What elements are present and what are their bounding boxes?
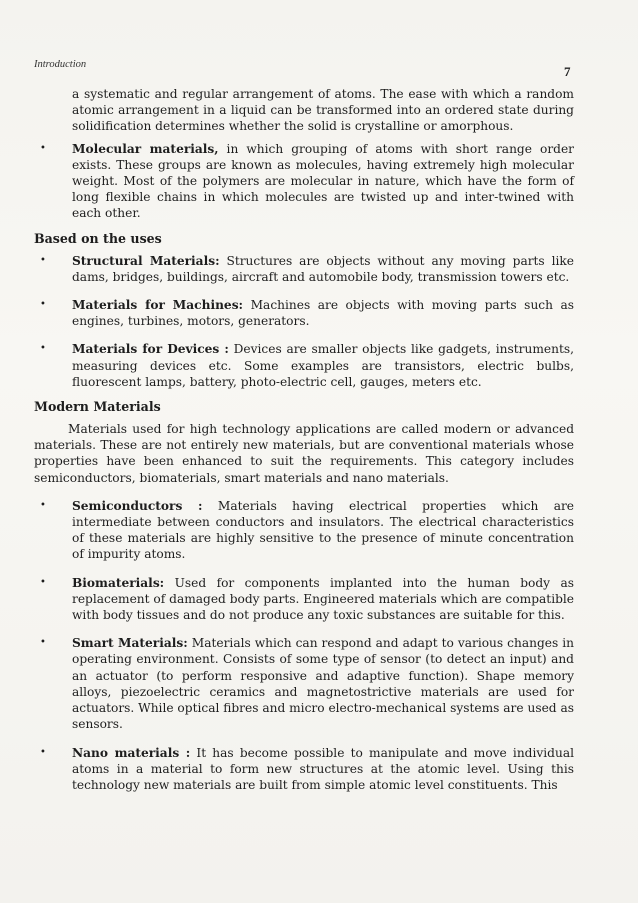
term-label: Semiconductors : <box>72 498 203 513</box>
section-heading-uses: Based on the uses <box>34 230 162 246</box>
term-label: Molecular materials, <box>72 141 219 156</box>
bullet-icon: • <box>40 299 46 311</box>
page-number: 7 <box>564 64 571 79</box>
bullet-icon: • <box>40 343 46 355</box>
list-item-devices <box>34 341 574 390</box>
list-item-nano-materials <box>34 745 574 794</box>
bullet-icon: • <box>40 746 46 758</box>
list-item-molecular <box>34 141 574 222</box>
list-item-structural <box>34 253 574 285</box>
list-item-body <box>72 341 574 390</box>
running-header: Introduction <box>34 59 87 70</box>
list-item-body <box>72 253 574 285</box>
bullet-icon: • <box>40 142 46 154</box>
term-description: Devices are smaller objects like gadgets, instruments, measuring devices etc. Some examples are transistors, electric bulbs, fluorescent lamps, battery, photo-electric cell, gauges, meters etc. <box>72 342 574 389</box>
term-label: Smart Materials: <box>72 636 188 651</box>
bullet-icon: • <box>40 637 46 649</box>
section-heading-modern: Modern Materials <box>34 399 161 415</box>
list-item-body <box>72 141 574 222</box>
term-description: Machines are objects with moving parts such as engines, turbines, motors, generators. <box>72 298 575 329</box>
bullet-icon: • <box>40 254 46 266</box>
intro-continuation: a systematic and regular arrangement of atoms. The ease with which a random atomic arrangement in a liquid can be transformed into an ordered state during solidification determines whether the solid is crystalline or amorphous. <box>72 87 574 134</box>
term-description: Used for components implanted into the human body as replacement of damaged body parts. Engineered materials which are compatible with body tissues and do not produce any toxic substances are suitable for this. <box>72 575 575 623</box>
term-label: Nano materials : <box>72 745 191 760</box>
term-description: Materials having electrical properties which are intermediate between conductors and insulators. The electrical characteristics of these materials are highly sensitive to the presence of minute concentration of impurity atoms. <box>72 498 575 562</box>
bullet-icon: • <box>40 576 46 588</box>
bullet-icon: • <box>40 499 46 511</box>
list-item-body <box>72 297 574 329</box>
list-item-biomaterials <box>34 575 574 624</box>
list-item-semiconductors <box>34 498 574 563</box>
term-description: Structures are objects without any moving parts like dams, bridges, buildings, aircraft and automobile body, transmission towers etc. <box>72 253 574 284</box>
list-item-smart-materials <box>34 635 574 732</box>
term-description: Materials which can respond and adapt to various changes in operating environment. Consists of some type of sensor (to detect an input) and an actuator (to perform responsive and adaptive function). Shape memory alloys, piezoelectric ceramics and magnetostrictive materials are used for actuators. While optical fibres and micro electro-mechanical systems are used as sensors. <box>72 636 574 732</box>
term-label: Structural Materials: <box>72 253 220 268</box>
modern-intro-paragraph: Materials used for high technology applications are called modern or advanced materials. These are not entirely new materials, but are conventional materials whose properties have been enhanced to suit the requirements. This category includes semiconductors, biomaterials, smart materials and nano materials. <box>34 422 574 485</box>
term-description: in which grouping of atoms with short range order exists. These groups are known as molecules, having extremely high molecular weight. Most of the polymers are molecular in nature, which have the form of long flexible chains in which molecules are twisted up and inter-twined with each other. <box>72 141 574 221</box>
term-label: Materials for Machines: <box>72 298 244 313</box>
page-body <box>34 86 574 793</box>
list-item-body <box>72 635 574 732</box>
list-item-body <box>72 745 574 794</box>
list-item-machines <box>34 297 574 329</box>
term-label: Materials for Devices : <box>72 342 229 357</box>
list-item-body <box>72 498 574 563</box>
term-label: Biomaterials: <box>72 575 165 590</box>
list-item-body <box>72 575 574 624</box>
term-description: It has become possible to manipulate and move individual atoms in a material to form new structures at the atomic level. Using this technology new materials are built from simple atomic level constituents. This <box>72 745 574 792</box>
